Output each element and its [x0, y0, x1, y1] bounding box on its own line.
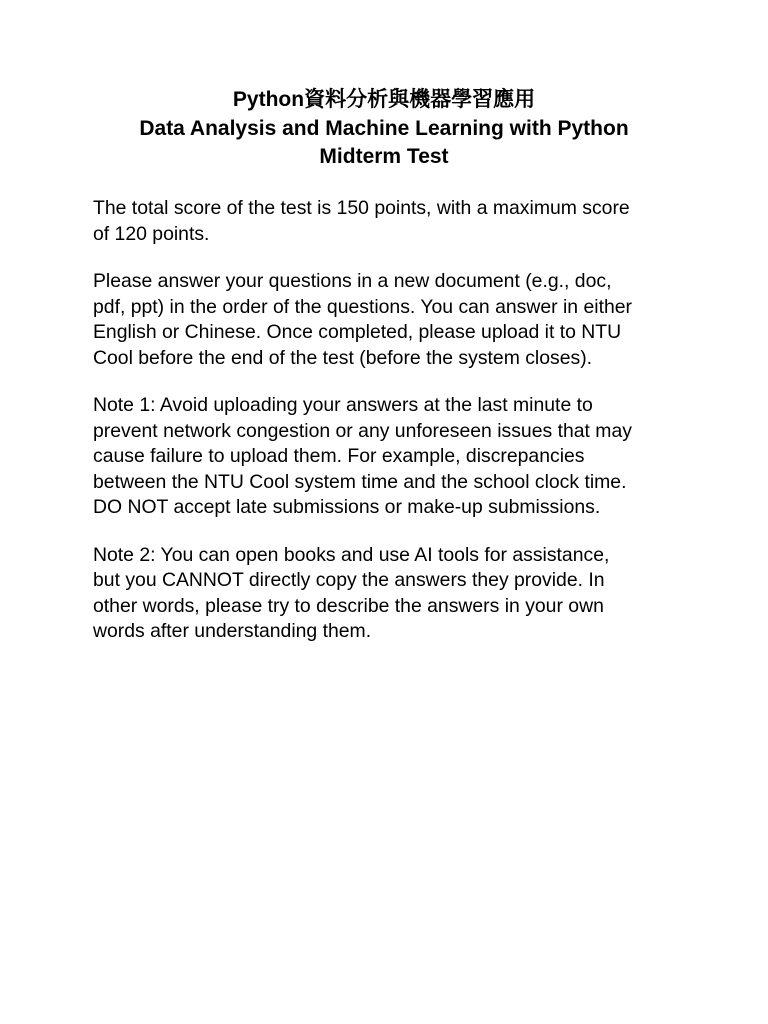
text-line: Note 1: Avoid uploading your answers at the last minute to: [93, 394, 593, 416]
text-line: DO NOT accept late submissions or make-up submissions.: [93, 496, 601, 518]
title-english: Data Analysis and Machine Learning with Python: [139, 116, 629, 140]
paragraph-note-1: [93, 393, 693, 521]
text-line: words after understanding them.: [93, 620, 372, 642]
text-line: but you CANNOT directly copy the answers they provide. In: [93, 569, 605, 591]
text-line: English or Chinese. Once completed, please upload it to NTU: [93, 321, 622, 343]
text-line: prevent network congestion or any unforeseen issues that may: [93, 419, 632, 442]
text-line: Cool before the end of the test (before the system closes).: [93, 346, 593, 369]
paragraph-instructions: [93, 269, 693, 371]
subtitle: Midterm Test: [319, 145, 449, 168]
text-line: Please answer your questions in a new document (e.g., doc,: [93, 270, 612, 292]
title-chinese: Python資料分析與機器學習應用: [232, 88, 536, 111]
text-line: pdf, ppt) in the order of the questions. You can answer in either: [93, 295, 632, 318]
text-line: of 120 points.: [93, 222, 210, 245]
text-line: cause failure to upload them. For example, discrepancies: [93, 445, 585, 467]
document-header: [0, 86, 768, 172]
paragraph-score: [93, 196, 693, 247]
document-body: [93, 196, 693, 667]
text-line: between the NTU Cool system time and the school clock time.: [93, 470, 627, 493]
text-line: other words, please try to describe the answers in your own: [93, 594, 604, 617]
text-line: Note 2: You can open books and use AI tools for assistance,: [93, 543, 610, 566]
text-line: The total score of the test is 150 points, with a maximum score: [93, 197, 630, 219]
paragraph-note-2: [93, 543, 693, 645]
